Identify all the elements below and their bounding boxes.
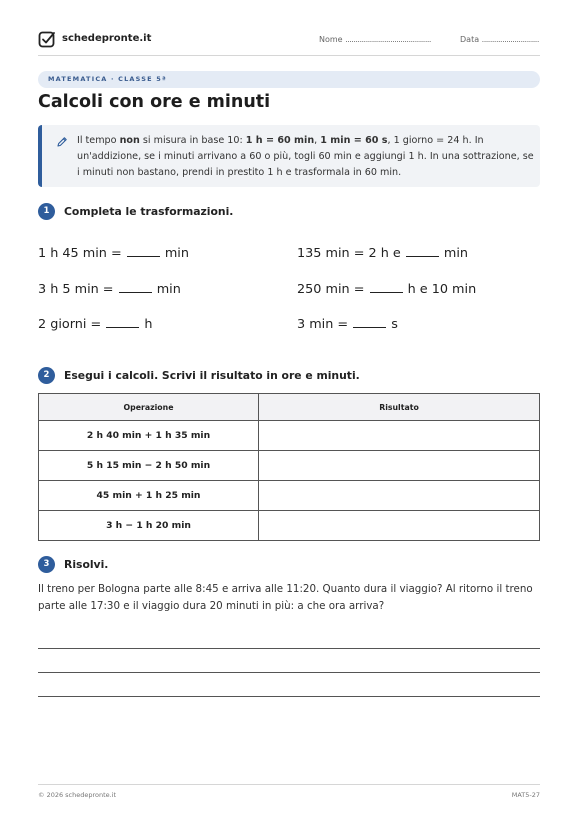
note-text: [77, 133, 537, 181]
name-label: Nome: [319, 35, 343, 44]
copyright-text: © 2026 schedepronte.it: [38, 791, 117, 799]
answer-blank[interactable]: [106, 317, 139, 328]
column-header-result: Risultato: [259, 394, 540, 421]
section-number: 2: [38, 367, 55, 384]
section-number: 1: [38, 203, 55, 220]
exercise-unit: min: [164, 246, 189, 261]
exercise-unit: h e 10 min: [407, 282, 477, 297]
result-cell[interactable]: [259, 511, 540, 541]
exercise-text: 250 min =: [297, 282, 365, 297]
answer-line[interactable]: [38, 696, 540, 697]
info-note: [38, 125, 540, 187]
date-dots: ............................: [481, 35, 539, 44]
pencil-icon: [56, 136, 68, 148]
note-text-part: ,: [314, 135, 321, 146]
answer-blank[interactable]: [127, 246, 160, 257]
page-title: Calcoli con ore e minuti: [38, 92, 271, 112]
name-dots: ..........................................: [345, 35, 431, 44]
answer-line[interactable]: [38, 672, 540, 673]
exercise-unit: min: [443, 246, 469, 261]
section-title: Risolvi.: [64, 558, 109, 571]
exercise-text: 3 h 5 min =: [38, 282, 114, 297]
brand-name: schedepronte.it: [62, 33, 152, 44]
answer-blank[interactable]: [119, 282, 152, 293]
table-row: [39, 511, 540, 541]
exercise-text: 135 min = 2 h e: [297, 246, 401, 261]
exercise-item: [38, 246, 189, 261]
operation-cell: 45 min + 1 h 25 min: [39, 481, 259, 511]
exercise-unit: min: [156, 282, 181, 297]
name-field[interactable]: [319, 35, 431, 44]
section-title: Esegui i calcoli. Scrivi il risultato in ore e minuti.: [64, 369, 360, 382]
result-cell[interactable]: [259, 421, 540, 451]
table-row: [39, 451, 540, 481]
subject-pill: MATEMATICA · CLASSE 5ª: [38, 71, 540, 88]
exercise-unit: h: [144, 317, 153, 332]
column-header-operation: Operazione: [39, 394, 259, 421]
answer-blank[interactable]: [353, 317, 386, 328]
operation-cell: 2 h 40 min + 1 h 35 min: [39, 421, 259, 451]
section-title: Completa le trasformazioni.: [64, 205, 234, 218]
note-bold: non: [119, 135, 140, 146]
exercise-unit: s: [391, 317, 398, 332]
page-header: [38, 28, 540, 56]
check-square-icon: [38, 30, 56, 48]
exercise-item: [38, 317, 153, 332]
page-footer: [38, 784, 540, 799]
exercise-item: [297, 246, 468, 261]
exercise-text: 2 giorni =: [38, 317, 102, 332]
table-row: [39, 421, 540, 451]
note-bold: 1 h = 60 min: [245, 135, 315, 146]
note-text-part: Il tempo: [77, 135, 120, 146]
operation-cell: 3 h − 1 h 20 min: [39, 511, 259, 541]
result-cell[interactable]: [259, 481, 540, 511]
exercise-text: 1 h 45 min =: [38, 246, 122, 261]
note-text-part: si misura in base 10:: [139, 135, 246, 146]
table-header-row: [39, 394, 540, 421]
date-field[interactable]: [460, 35, 539, 44]
sheet-code: MAT5-27: [511, 791, 540, 799]
note-text-part: , 1 giorno = 24 h. In un'addizione, se i minuti arrivano a 60 o più, togli 60 min e aggiungi 1 h. In una sottrazione, se i minuti non bastano, prendi in prestito 1 h e trasformala in 60 min.: [77, 135, 534, 178]
answer-blank[interactable]: [406, 246, 439, 257]
exercise-item: [297, 317, 398, 332]
date-label: Data: [460, 35, 480, 44]
answer-blank[interactable]: [370, 282, 403, 293]
exercise-item: [297, 282, 476, 297]
section-number: 3: [38, 556, 55, 573]
answer-line[interactable]: [38, 648, 540, 649]
problem-text: Il treno per Bologna parte alle 8:45 e arriva alle 11:20. Quanto dura il viaggio? Al ritorno il treno parte alle 17:30 e il viaggio dura 20 minuti in più: a che ora arriva?: [38, 583, 533, 612]
operation-cell: 5 h 15 min − 2 h 50 min: [39, 451, 259, 481]
note-bold: 1 min = 60 s: [320, 135, 388, 146]
exercise-text: 3 min =: [297, 317, 349, 332]
operations-table: [38, 393, 540, 541]
result-cell[interactable]: [259, 451, 540, 481]
table-row: [39, 481, 540, 511]
exercise-item: [38, 282, 181, 297]
